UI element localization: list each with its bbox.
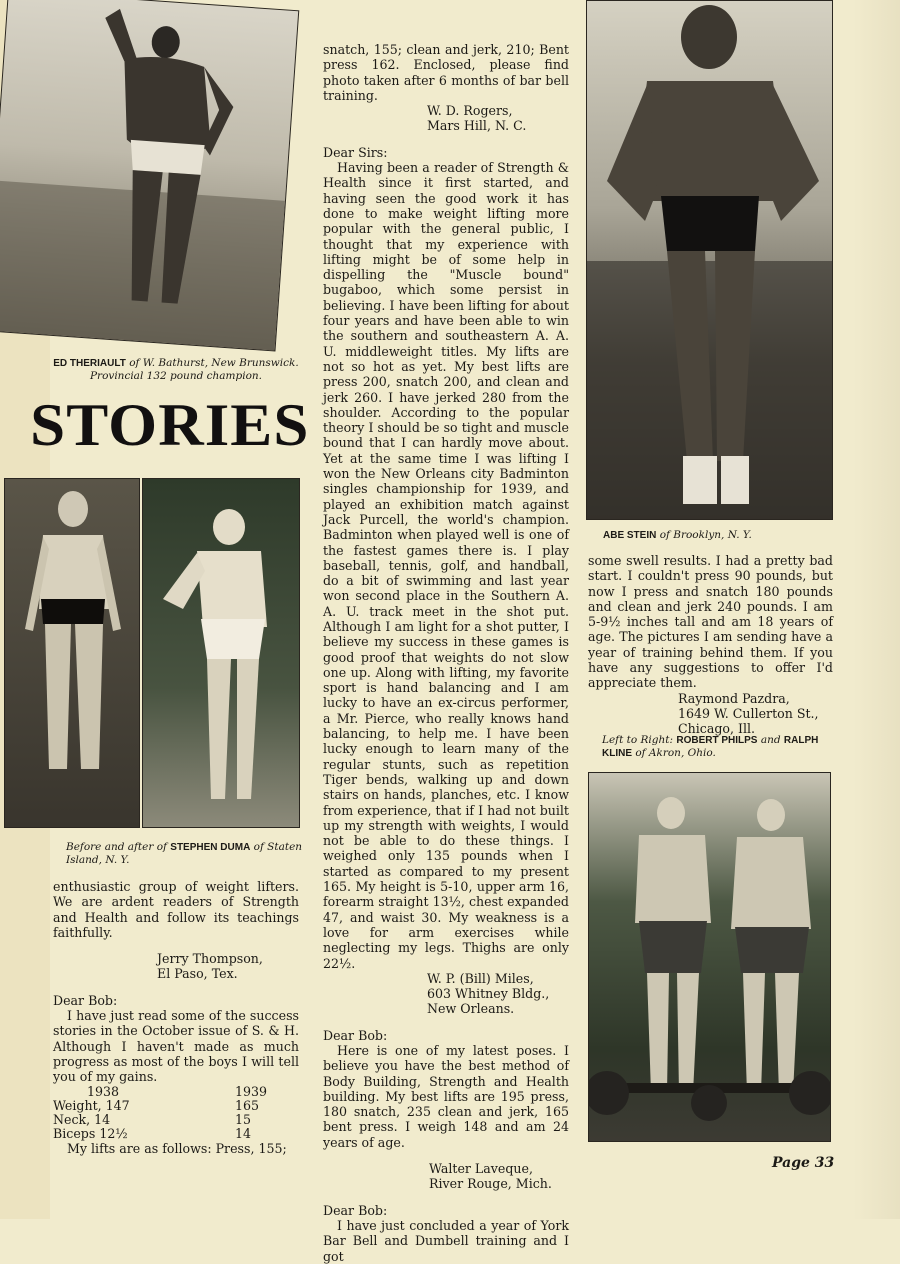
col2-letter-3: I have just concluded a year of York Bar Bell and Dumbell training and I got [323, 1217, 569, 1264]
caption-duma-desc: of Staten Island, N. Y. [66, 841, 303, 866]
section-heading-stories: STORIES [30, 392, 310, 458]
table-cell: Biceps 12½ [53, 1125, 128, 1141]
col1-intro: enthusiastic group of weight lifters. We are ardent readers of Strength and Health and follow its teachings faithfully. [53, 879, 299, 940]
page-edge-shadow [853, 0, 900, 1219]
table-cell: Neck, 14 [53, 1111, 111, 1127]
caption-duma-prefix: Before and after of [66, 841, 167, 853]
column-1-text [53, 879, 299, 1156]
caption-theriault-name: ED THERIAULT [53, 358, 126, 369]
table-row [53, 1127, 267, 1141]
column-3-text [588, 553, 833, 737]
spacer [53, 940, 299, 951]
col2-salutation-1: Dear Sirs: [323, 144, 388, 160]
col1-body: I have just read some of the success stories in the October issue of S. & H. Although I haven't made as much progress as most of the boys I will tell you of my gains. [53, 1008, 299, 1085]
col2-salutation-3: Dear Bob: [323, 1202, 388, 1218]
caption-kline-name: RALPH KLINE [602, 735, 819, 759]
column-2-text [323, 42, 569, 1264]
col2-rogers-place: Mars Hill, N. C. [427, 118, 527, 134]
photo-philps-kline [588, 772, 831, 1142]
table-cell: Weight, 147 [53, 1097, 130, 1113]
col1-closing: My lifts are as follows: Press, 155; [67, 1140, 287, 1156]
posing-man-figure [143, 479, 299, 827]
caption-philps-prefix: Left to Right: [602, 734, 674, 746]
col2-miles-name: W. P. (Bill) Miles, [427, 970, 534, 986]
caption-philps-name: ROBERT PHILPS [676, 735, 758, 746]
table-row [53, 1113, 267, 1127]
caption-duma-name: STEPHEN DUMA [170, 842, 251, 853]
col2-opening: snatch, 155; clean and jerk, 210; Bent press 162. Enclosed, please find photo taken after 6 months of bar bell training. [323, 42, 569, 103]
gains-table [53, 1085, 267, 1141]
photo-duma-before [4, 478, 140, 828]
photo-duma-after [142, 478, 300, 828]
col3-signature-address: 1649 W. Cullerton St., [678, 705, 819, 721]
caption-duma [66, 841, 304, 867]
caption-stein-desc: of Brooklyn, N. Y. [659, 529, 752, 541]
table-cell: 165 [235, 1097, 260, 1113]
caption-theriault [53, 357, 299, 383]
col3-body: some swell results. I had a pretty bad start. I couldn't press 90 pounds, but now I press and snatch 180 pounds and clean and jerk 240 pounds. I am 5-9½ inches tall and am 18 years of age. The pictures I am sending have a year of training behind them. If you have any suggestions to offer I'd appreciate them. [588, 553, 833, 691]
caption-theriault-desc: of W. Bathurst, New Brunswick. Provincial 132 pound champion. [89, 357, 299, 382]
col2-laveque-place: River Rouge, Mich. [429, 1176, 552, 1192]
table-cell: 1938 [87, 1083, 120, 1099]
page-number: Page 33 [772, 1155, 835, 1171]
caption-philps-desc: of Akron, Ohio. [635, 747, 716, 759]
table-row [53, 1085, 267, 1099]
col3-signature-city: Chicago, Ill. [678, 721, 756, 737]
table-cell: 14 [235, 1125, 252, 1141]
photo-ed-theriault [0, 0, 299, 352]
caption-philps-kline [602, 734, 834, 760]
col2-letter-2: Here is one of my latest poses. I believe you have the best method of Body Building, Strength and Health building. My best lifts are 195 press, 180 snatch, 235 clean and jerk, 165 bent press. I weigh 148 and am 24 years of age. [323, 1043, 569, 1150]
caption-philps-and: and [760, 734, 781, 746]
two-men-with-barbells [589, 773, 830, 1141]
table-cell: 1939 [235, 1083, 268, 1099]
col2-letter-1: Having been a reader of Strength & Health since it first started, and having seen the good work it has done to make weight lifting more popular with the general public, I thought that my experience with lifting might be of some help in dispelling the "Muscle bound" bugaboo, which some persist in believing. I have been lifting for about four years and have been able to win the southern and southeastern A. A. U. middleweight titles. My lifts are not so hot as yet. My best lifts are press 200, snatch 200, and clean and jerk 260. I have jerked 280 from the shoulder. According to the popular theory I should be so tight and muscle bound that I can hardly move about. Yet at the same time I was lifting I won the New Orleans city Badminton singles championship for 1939, and played an exhibition match against Jack Purcell, the world's champion. Badminton when played well is one of the fastest games there is. I play baseball, tennis, golf, and handball, do a bit of swimming and last year won second place in the Southern A. A. U. track meet in the shot put. Although I am light for a shot putter, I believe my success in these games is good proof that weights do not slow one up. Along with lifting, my favorite sport is hand balancing and I am lucky to have an ex-circus performer, a Mr. Pierce, who really knows hand balancing, to help me. I have been lucky enough to learn many of the regular stunts, such as repetition Tiger bends, walking up and down stairs on hands, planches, etc. I know from experience, that if I had not built up my strength with weights, I would not be able to do these things. I weighed only 135 pounds when I started as compared to my present 165. My height is 5-10, upper arm 16, forearm straight 13½, chest expanded 47, and waist 30. My weakness is a love for arm exercises while neglecting my legs. Thighs are only 22½. [323, 160, 569, 971]
spacer [323, 1150, 569, 1161]
col1-salutation: Dear Bob: [53, 992, 118, 1008]
col2-miles-city: New Orleans. [427, 1001, 515, 1017]
spacer [323, 1192, 569, 1203]
col2-laveque-name: Walter Laveque, [429, 1161, 533, 1177]
col1-signature-place: El Paso, Tex. [157, 966, 238, 982]
spacer [53, 982, 299, 993]
col3-signature-name: Raymond Pazdra, [678, 690, 790, 706]
spacer [323, 1017, 569, 1028]
col2-salutation-2: Dear Bob: [323, 1027, 388, 1043]
caption-stein [603, 529, 833, 542]
spacer [323, 134, 569, 145]
caption-stein-name: ABE STEIN [603, 530, 657, 541]
table-row [53, 1099, 267, 1113]
col1-signature-name: Jerry Thompson, [157, 951, 263, 967]
col2-rogers-name: W. D. Rogers, [427, 103, 513, 119]
photo-abe-stein [586, 0, 833, 520]
standing-man-figure [5, 479, 139, 827]
col2-miles-address: 603 Whitney Bldg., [427, 986, 550, 1002]
flexing-man-figure [0, 0, 298, 350]
posing-man-figure [587, 1, 832, 519]
table-cell: 15 [235, 1111, 252, 1127]
